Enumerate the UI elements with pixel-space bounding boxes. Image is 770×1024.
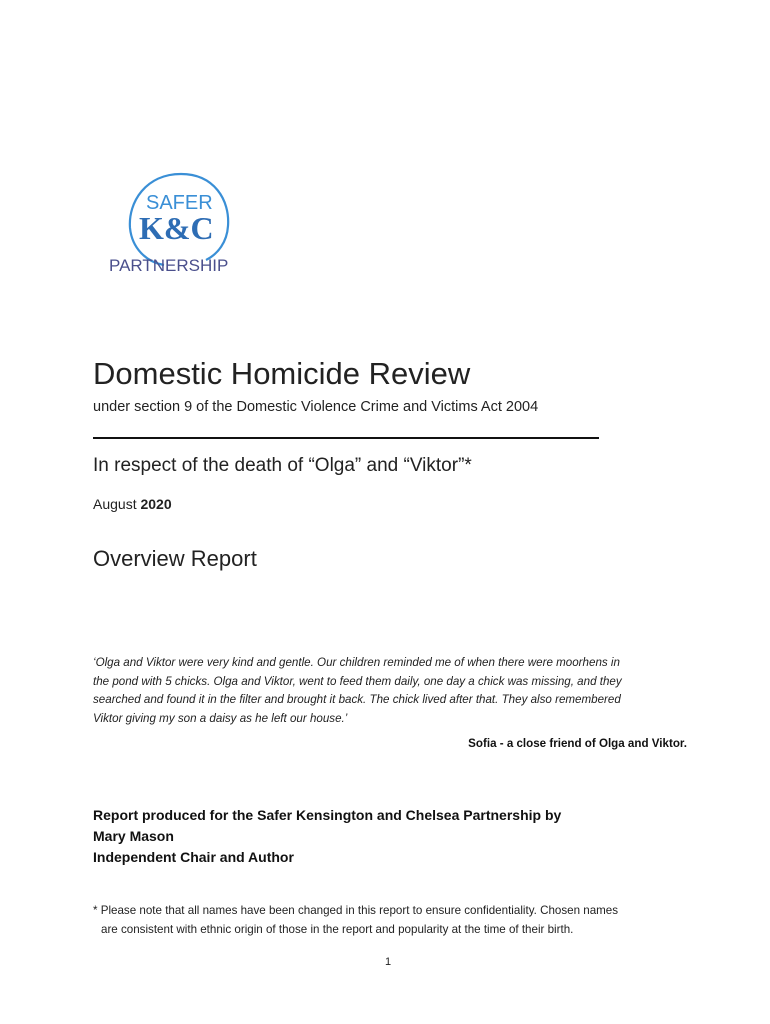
title-divider (93, 437, 599, 439)
overview-heading: Overview Report (93, 546, 257, 571)
quote-line: ‘Olga and Viktor were very kind and gentle. Our children reminded me of when there were moorhens in (93, 656, 620, 669)
report-month: August (93, 496, 137, 512)
quote-attribution: Sofia - a close friend of Olga and Viktor. (468, 737, 687, 750)
confidentiality-note (93, 902, 693, 939)
report-date (93, 496, 172, 512)
logo-partnership-text: PARTNERSHIP (109, 256, 229, 275)
credits-produced-for: Report produced for the Safer Kensington and Chelsea Partnership by (93, 807, 562, 823)
report-year: 2020 (140, 496, 172, 512)
document-subtitle: under section 9 of the Domestic Violence Crime and Victims Act 2004 (93, 399, 539, 415)
tribute-quote (93, 654, 687, 728)
respect-heading: In respect of the death of “Olga” and “Viktor”* (93, 455, 472, 476)
quote-line: searched and found it in the filter and brought it back. The chick lived after that. They also remembered (93, 693, 621, 706)
quote-line: Viktor giving my son a daisy as he left our house.’ (93, 711, 348, 725)
note-line: are consistent with ethnic origin of those in the report and popularity at the time of their birth. (101, 922, 574, 936)
quote-line: the pond with 5 chicks. Olga and Viktor, went to feed them daily, one day a chick was missing, and they (93, 674, 622, 688)
page-number: 1 (385, 956, 392, 968)
logo-safer-text: SAFER (146, 192, 213, 214)
credits-author-name: Mary Mason (93, 828, 174, 844)
note-line: * Please note that all names have been changed in this report to ensure confidentiality. Chosen names (93, 904, 619, 917)
credits-author-role: Independent Chair and Author (93, 849, 294, 865)
logo-kc-text: K&C (139, 210, 214, 246)
safer-kc-partnership-logo (106, 170, 256, 280)
report-credits (93, 805, 561, 868)
document-title: Domestic Homicide Review (93, 356, 471, 391)
